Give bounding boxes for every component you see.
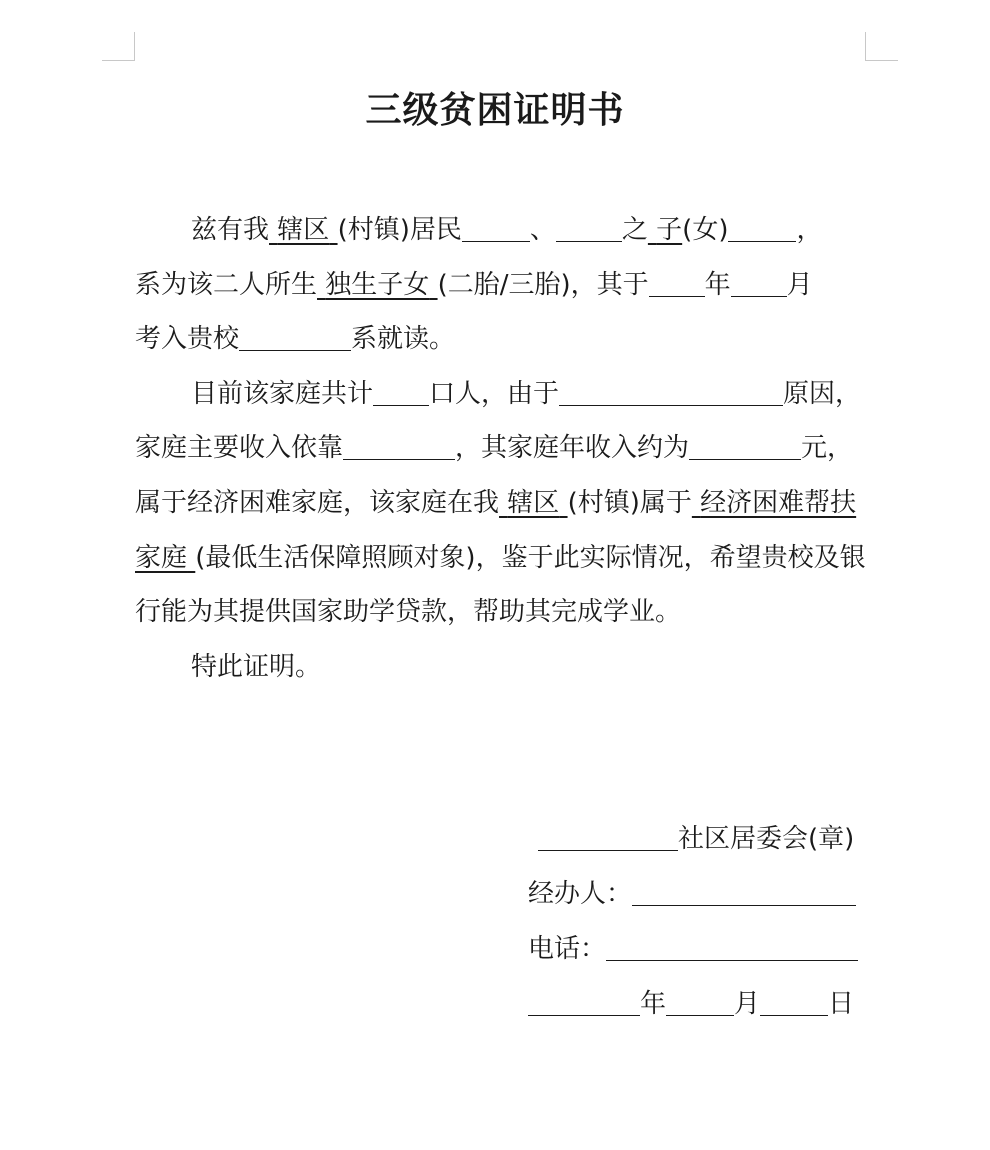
document-body xyxy=(135,203,870,694)
father-name-blank[interactable] xyxy=(462,215,530,242)
day-label: 日 xyxy=(828,989,855,1019)
paragraph-residency xyxy=(135,203,870,367)
phone-label: 电话： xyxy=(528,934,607,964)
annual-income-blank[interactable] xyxy=(689,433,801,460)
phone-line xyxy=(528,928,858,965)
text: 家庭主要收入依靠 xyxy=(135,433,344,464)
department-blank[interactable] xyxy=(239,324,351,351)
child-value: 子 xyxy=(656,215,683,245)
area-filled-field xyxy=(499,488,568,518)
date-month-blank[interactable] xyxy=(666,989,734,1016)
date-day-blank[interactable] xyxy=(760,989,828,1016)
text: 原因， xyxy=(783,378,862,409)
text: 目前该家庭共计 xyxy=(191,378,374,409)
text: 之 xyxy=(621,215,648,245)
category-value: 经济困难帮扶家庭 xyxy=(135,487,857,573)
paragraph-family-situation xyxy=(135,367,870,640)
text: (村镇)居民 xyxy=(337,215,462,245)
committee-name-blank[interactable] xyxy=(538,824,678,851)
area-filled-field xyxy=(269,215,338,245)
text: (村镇)属于 xyxy=(567,487,692,518)
area-value: 辖区 xyxy=(507,487,560,518)
text: 年 xyxy=(704,269,731,300)
child-type-value: 独生子女 xyxy=(325,269,430,300)
child-type-filled-field xyxy=(317,270,438,300)
committee-label: 社区居委会(章) xyxy=(678,824,855,854)
text: 月 xyxy=(786,269,813,300)
enroll-year-blank[interactable] xyxy=(649,270,705,297)
year-label: 年 xyxy=(640,989,667,1019)
text: 系就读。 xyxy=(351,324,456,355)
text: 考入贵校 xyxy=(135,324,240,355)
text: ，其家庭年收入约为 xyxy=(455,433,690,464)
text: (最低生活保障照顾对象)，鉴于此实际情况，希望贵校及银行能为其提供国家助学贷款，帮助其完成学业。 xyxy=(135,542,866,628)
text: 兹有我 xyxy=(191,215,270,245)
text: ， xyxy=(796,215,823,245)
committee-seal-line xyxy=(538,818,854,855)
page-corner-mark-top-right xyxy=(865,32,898,61)
family-size-blank[interactable] xyxy=(373,379,429,406)
area-value: 辖区 xyxy=(277,215,330,245)
document-title: 三级贫困证明书 xyxy=(365,90,625,131)
month-label: 月 xyxy=(734,989,761,1019)
handler-line xyxy=(528,873,856,910)
mother-name-blank[interactable] xyxy=(556,215,622,242)
text: 元， xyxy=(801,433,854,464)
text: 口人，由于 xyxy=(429,378,560,409)
text: (二胎/三胎)，其于 xyxy=(437,269,649,300)
reason-blank[interactable] xyxy=(559,379,783,406)
phone-blank[interactable] xyxy=(606,934,858,961)
text: 属于经济困难家庭，该家庭在我 xyxy=(135,487,500,518)
date-year-blank[interactable] xyxy=(528,989,640,1016)
page-corner-mark-top-left xyxy=(102,32,135,61)
student-name-blank[interactable] xyxy=(728,215,796,242)
enroll-month-blank[interactable] xyxy=(731,270,787,297)
text: 、 xyxy=(529,215,556,245)
handler-blank[interactable] xyxy=(632,879,856,906)
handler-label: 经办人： xyxy=(528,879,633,909)
child-filled-field xyxy=(648,215,682,245)
paragraph-closing: 特此证明。 xyxy=(191,651,322,682)
date-line xyxy=(528,983,854,1020)
text: 系为该二人所生 xyxy=(135,269,318,300)
income-source-blank[interactable] xyxy=(343,433,455,460)
text: (女) xyxy=(682,215,729,245)
